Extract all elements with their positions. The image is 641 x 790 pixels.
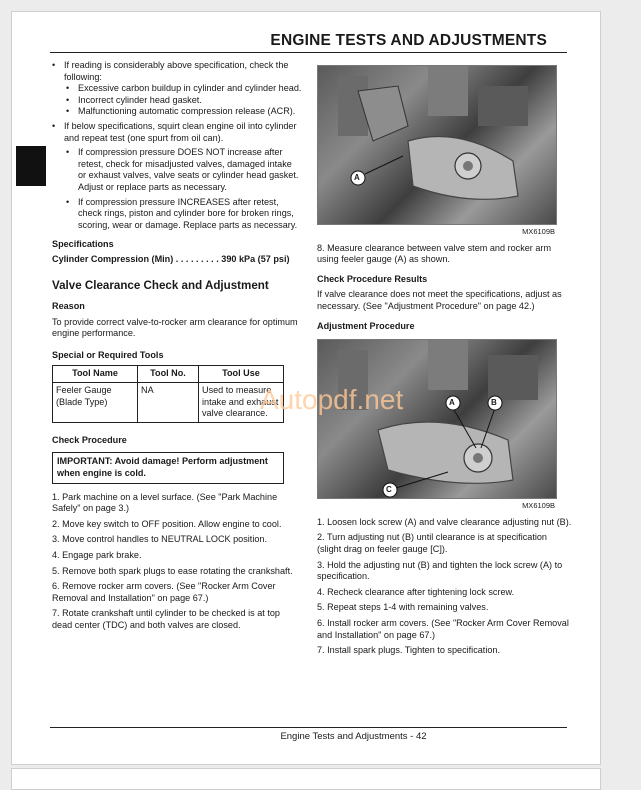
callout-label: C	[386, 485, 392, 495]
tools-table	[52, 365, 284, 422]
step-item: 8. Measure clearance between valve stem and rocker arm using feeler gauge (A) as shown.	[317, 242, 552, 265]
step-item: 4. Recheck clearance after tightening lock screw.	[317, 586, 515, 597]
table-row	[53, 383, 284, 423]
step-item: 1. Loosen lock screw (A) and valve clearance adjusting nut (B).	[317, 516, 572, 527]
callout-label: A	[449, 398, 455, 408]
important-notice: IMPORTANT: Avoid damage! Perform adjustment when engine is cold.	[52, 452, 284, 483]
table-cell: NA	[138, 383, 199, 423]
valve-photo-1	[317, 65, 557, 225]
section-tab-marker	[16, 146, 46, 186]
valve-photo-2	[317, 339, 557, 499]
list-item: • Malfunctioning automatic compression release (ACR).	[66, 106, 296, 117]
footer-rule	[50, 727, 567, 728]
table-cell: Used to measure intake and exhaust valve clearance.	[199, 383, 284, 423]
list-item: • If compression pressure INCREASES after retest, check rings, piston and cylinder bore for broken rings, scoring, wear or damage. Replace parts as necessary.	[66, 196, 298, 230]
photo-id: MX6109B	[522, 501, 555, 511]
right-column	[317, 65, 572, 661]
step-item: 5. Repeat steps 1-4 with remaining valves.	[317, 602, 489, 613]
step-item: 6. Install rocker arm covers. (See "Rocker Arm Cover Removal and Installation" on page 67.)	[317, 617, 569, 640]
list-item: • If below specifications, squirt clean engine oil into cylinder and repeat test (one spurt from oil can).	[52, 120, 297, 143]
photo-id: MX6109B	[522, 227, 555, 236]
list-item: • Excessive carbon buildup in cylinder and cylinder head.	[66, 83, 302, 94]
page-footer: Engine Tests and Adjustments - 42	[280, 731, 427, 742]
reason-text: To provide correct valve-to-rocker arm clearance for optimum engine performance.	[52, 316, 298, 339]
step-item: 7. Rotate crankshaft until cylinder to be checked is at top dead center (TDC) and both valves are closed.	[52, 608, 280, 630]
step-item: 3. Hold the adjusting nut (B) and tighten the lock screw (A) to specification.	[317, 559, 563, 582]
table-header: Tool No.	[138, 366, 199, 383]
step-item: 3. Move control handles to NEUTRAL LOCK position.	[52, 534, 267, 545]
table-cell: Feeler Gauge (Blade Type)	[53, 383, 138, 423]
compression-spec: Cylinder Compression (Min) . . . . . . . . . 390 kPa (57 psi)	[52, 253, 290, 264]
header-rule	[50, 52, 567, 53]
reason-heading: Reason	[52, 301, 85, 312]
step-item: 2. Move key switch to OFF position. Allow engine to cool.	[52, 518, 282, 529]
step-item: 7. Install spark plugs. Tighten to specification.	[317, 645, 500, 656]
step-item: 4. Engage park brake.	[52, 550, 142, 560]
check-procedure-heading: Check Procedure	[52, 434, 127, 445]
specifications-heading: Specifications	[52, 239, 114, 250]
tools-heading: Special or Required Tools	[52, 349, 164, 360]
list-item: • If reading is considerably above specification, check the following:	[52, 60, 289, 82]
photo-illustration	[318, 340, 556, 498]
next-page-edge	[11, 768, 601, 790]
table-header: Tool Name	[53, 366, 138, 383]
left-column	[52, 60, 302, 636]
step-item: 5. Remove both spark plugs to ease rotating the crankshaft.	[52, 565, 293, 576]
table-header-row	[53, 366, 284, 383]
callout-label: B	[491, 398, 497, 408]
step-item: 1. Park machine on a level surface. (See "Park Machine Safely" on page 3.)	[52, 491, 278, 514]
table-header: Tool Use	[199, 366, 284, 383]
page-header-title: ENGINE TESTS AND ADJUSTMENTS	[270, 32, 547, 49]
results-text: If valve clearance does not meet the specifications, adjust as necessary. (See "Adjustment Procedure" on page 42.)	[317, 289, 562, 311]
callout-label: A	[354, 173, 360, 182]
list-item: • If compression pressure DOES NOT increase after retest, check for misadjusted valves, damaged intake or exhaust valves, valve seats or cylinder head gasket. Adjust or replace parts as necessary.	[66, 147, 299, 192]
results-heading: Check Procedure Results	[317, 273, 428, 284]
photo-illustration	[318, 66, 556, 224]
step-item: 2. Turn adjusting nut (B) until clearance is at specification (slight drag on feeler gauge [C]).	[317, 532, 547, 554]
adjustment-heading: Adjustment Procedure	[317, 320, 415, 331]
manual-page	[11, 11, 601, 765]
list-item: • Incorrect cylinder head gasket.	[66, 94, 202, 105]
watermark: Autopdf.net	[260, 384, 404, 415]
step-item: 6. Remove rocker arm covers. (See "Rocker Arm Cover Removal and Installation" on page 67.)	[52, 581, 276, 603]
section-title: Valve Clearance Check and Adjustment	[52, 278, 269, 292]
